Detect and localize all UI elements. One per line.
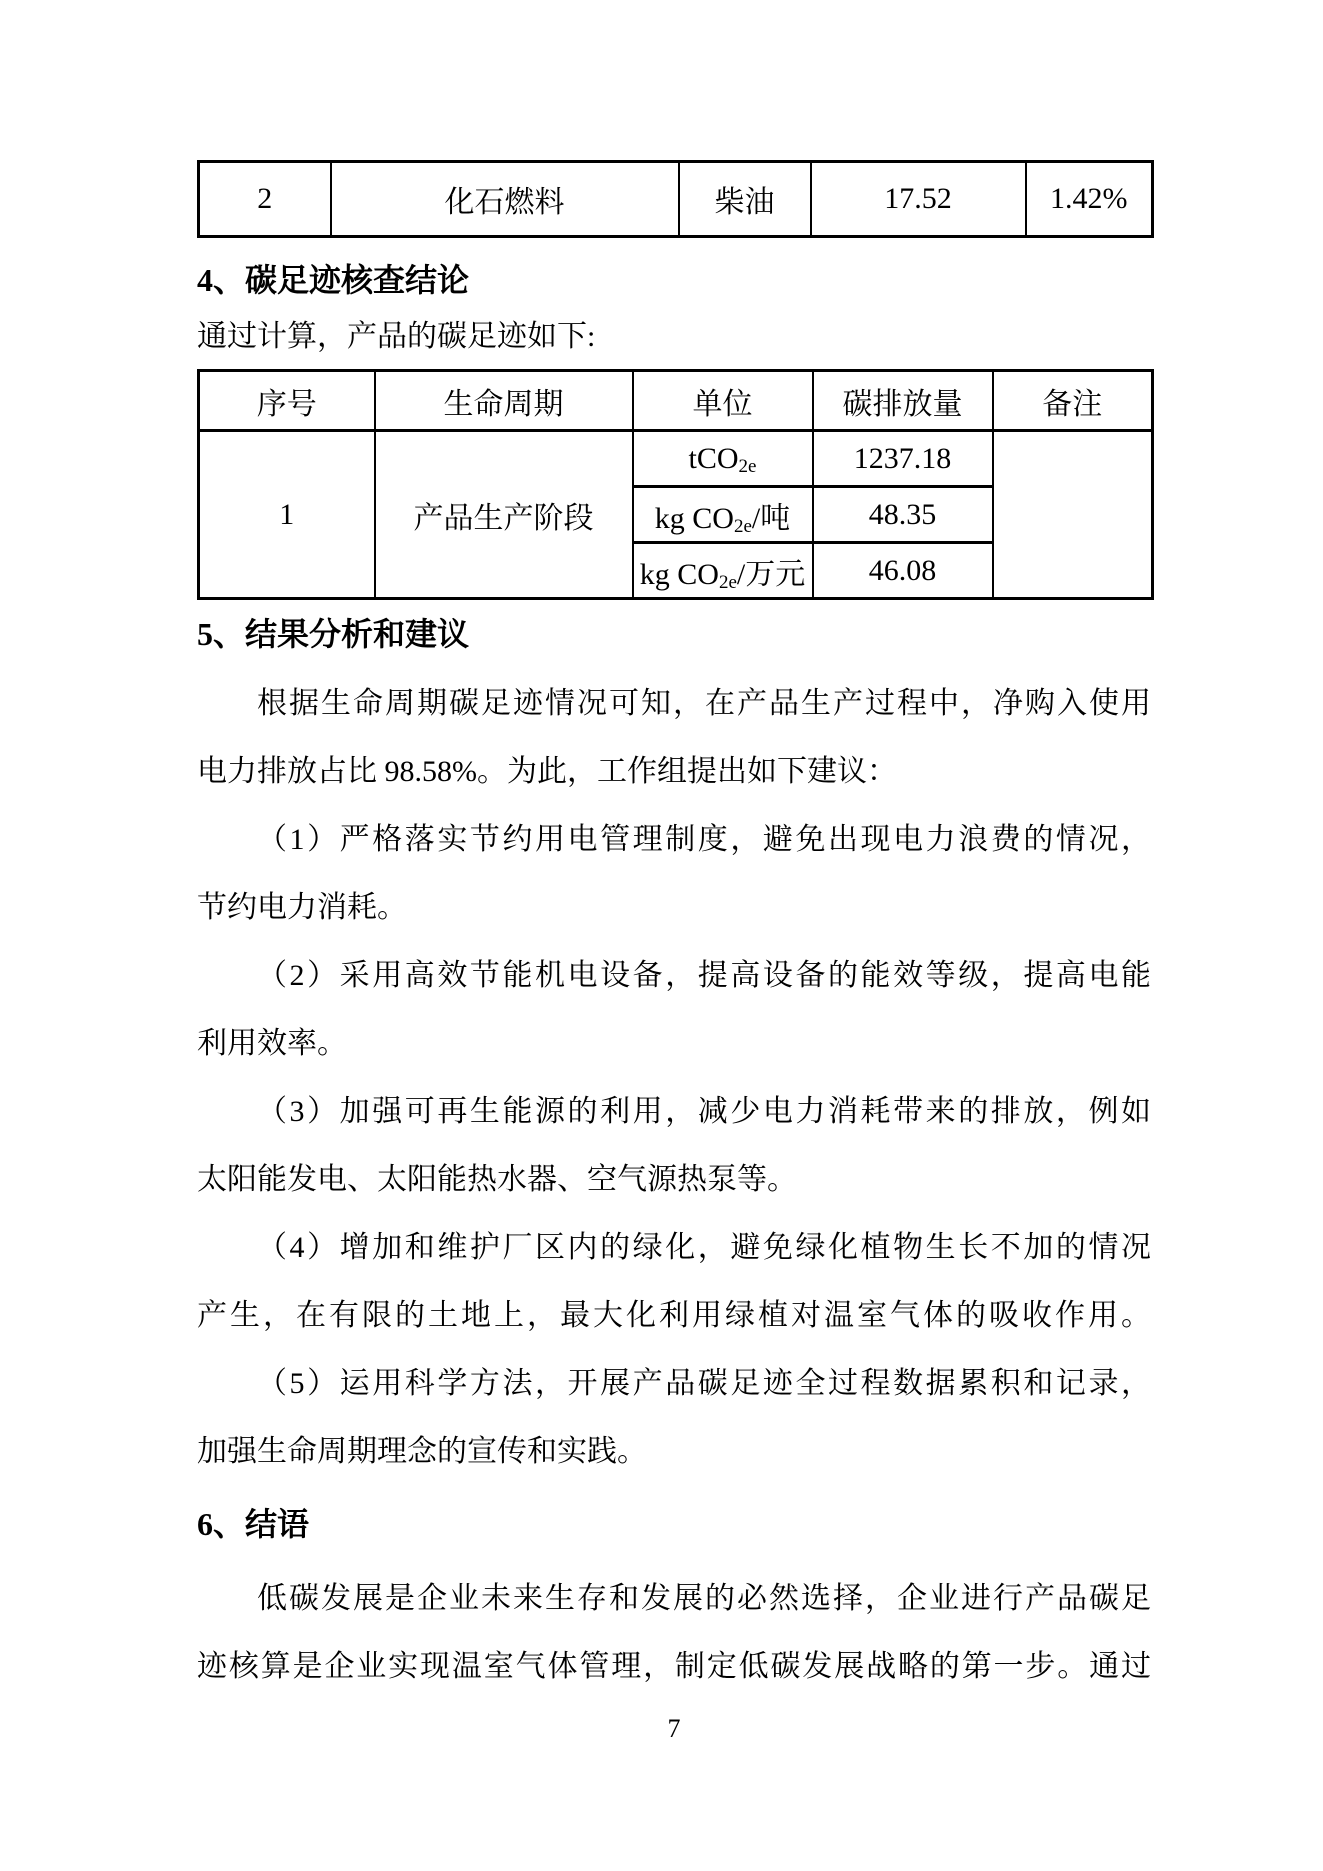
paragraph-line: 产生，在有限的土地上，最大化利用绿植对温室气体的吸收作用。 xyxy=(197,1299,1151,1332)
unit-subscript: 2e xyxy=(738,455,757,477)
continued-emission-table xyxy=(197,160,1154,238)
unit-suffix: /万元 xyxy=(736,557,806,591)
table-row xyxy=(199,431,1153,487)
paragraph-line: 电力排放占比 98.58%。为此，工作组提出如下建议： xyxy=(197,755,897,788)
section-6-heading: 6、结语 xyxy=(197,1506,310,1542)
paragraph-line: 加强生命周期理念的宣传和实践。 xyxy=(197,1435,647,1468)
cell-item: 柴油 xyxy=(679,162,811,237)
unit-subscript: 2e xyxy=(733,515,752,537)
paragraph-line: （2）采用高效节能机电设备，提高设备的能效等级，提高电能 xyxy=(257,959,1151,992)
cell-unit xyxy=(633,431,813,487)
paragraph-line: （1）严格落实节约用电管理制度，避免出现电力浪费的情况， xyxy=(257,823,1151,856)
paragraph-line: 根据生命周期碳足迹情况可知，在产品生产过程中，净购入使用 xyxy=(257,687,1151,720)
cell-unit xyxy=(633,543,813,599)
cell-emission-value: 1237.18 xyxy=(813,431,993,487)
section-6-paragraphs xyxy=(197,1565,1151,1701)
paragraph-line: （5）运用科学方法，开展产品碳足迹全过程数据累积和记录， xyxy=(257,1367,1151,1400)
section-4-heading: 4、碳足迹核查结论 xyxy=(197,262,470,298)
section-5-paragraphs xyxy=(197,670,1151,1486)
header-emission: 碳排放量 xyxy=(813,371,993,431)
page-number: 7 xyxy=(667,1714,681,1743)
header-serial: 序号 xyxy=(199,371,375,431)
paragraph-line: （3）加强可再生能源的利用，减少电力消耗带来的排放，例如 xyxy=(257,1095,1151,1128)
paragraph-line: 节约电力消耗。 xyxy=(197,891,407,924)
paragraph-line: 太阳能发电、太阳能热水器、空气源热泵等。 xyxy=(197,1163,797,1196)
unit-prefix: kg CO xyxy=(639,557,719,591)
cell-serial: 1 xyxy=(199,431,375,599)
cell-remark xyxy=(993,431,1153,599)
unit-prefix: kg CO xyxy=(654,501,734,535)
header-lifecycle: 生命周期 xyxy=(375,371,633,431)
unit-suffix: /吨 xyxy=(751,501,791,535)
section-5-heading: 5、结果分析和建议 xyxy=(197,616,470,652)
section-4-intro-text: 通过计算，产品的碳足迹如下: xyxy=(197,320,596,353)
footprint-conclusion-table xyxy=(197,369,1154,600)
header-unit: 单位 xyxy=(633,371,813,431)
table-header-row xyxy=(199,371,1153,431)
cell-serial: 2 xyxy=(199,162,331,237)
table-row xyxy=(199,162,1153,237)
unit-prefix: tCO xyxy=(688,441,739,475)
unit-subscript: 2e xyxy=(718,571,737,593)
cell-emission-value: 17.52 xyxy=(811,162,1026,237)
paragraph-line: 低碳发展是企业未来生存和发展的必然选择，企业进行产品碳足 xyxy=(257,1582,1151,1615)
cell-emission-value: 48.35 xyxy=(813,487,993,543)
cell-emission-value: 46.08 xyxy=(813,543,993,599)
cell-percentage: 1.42% xyxy=(1026,162,1153,237)
cell-lifecycle-stage: 产品生产阶段 xyxy=(375,431,633,599)
paragraph-line: 利用效率。 xyxy=(197,1027,347,1060)
cell-category: 化石燃料 xyxy=(331,162,679,237)
paragraph-line: 迹核算是企业实现温室气体管理，制定低碳发展战略的第一步。通过 xyxy=(197,1650,1151,1683)
header-remark: 备注 xyxy=(993,371,1153,431)
paragraph-line: （4）增加和维护厂区内的绿化，避免绿化植物生长不加的情况 xyxy=(257,1231,1151,1264)
cell-unit xyxy=(633,487,813,543)
